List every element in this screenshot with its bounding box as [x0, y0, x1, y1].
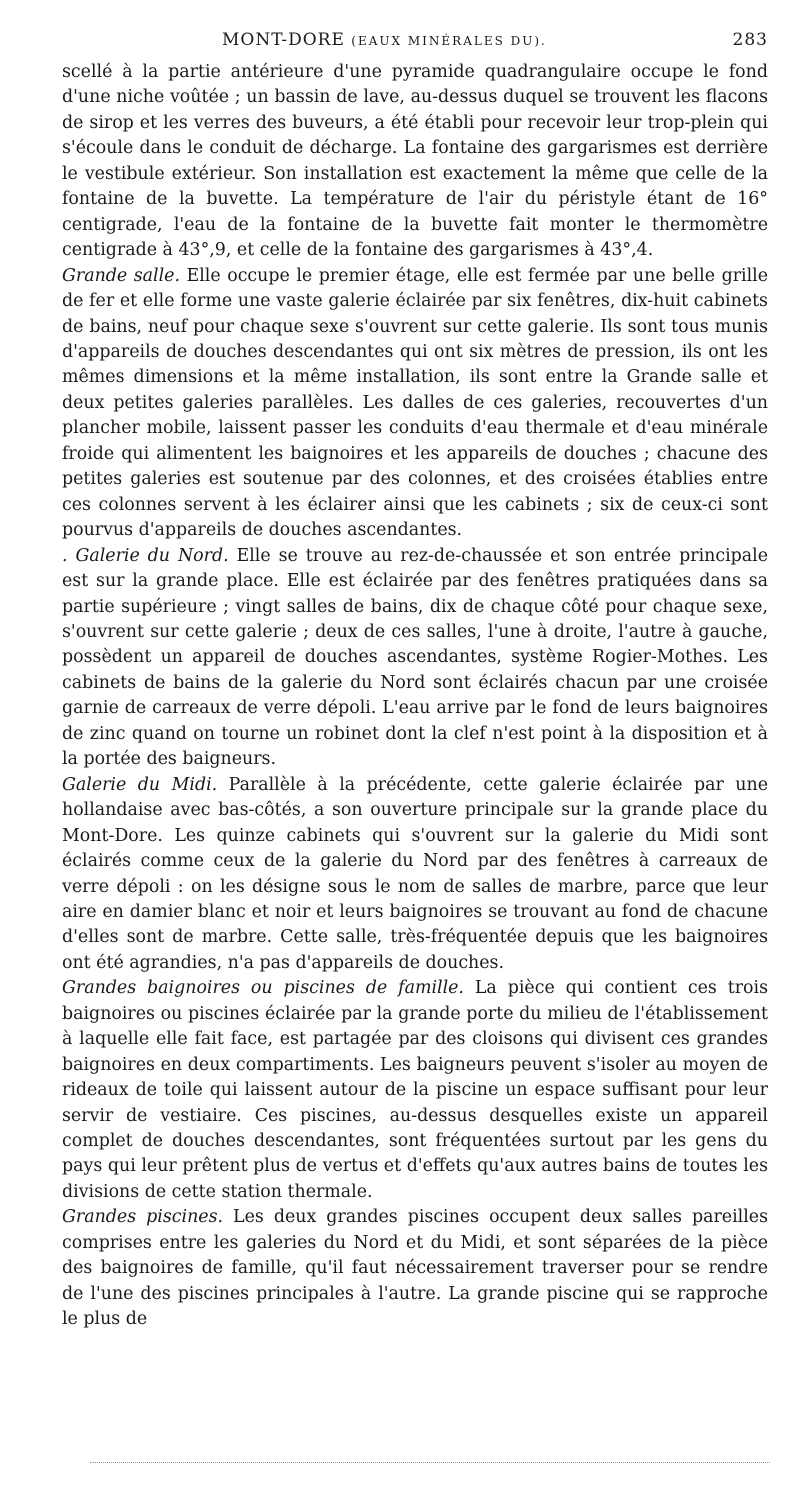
body-text — [62, 60, 768, 1333]
paragraph-text: Elle occupe le premier étage, elle est fermée par une belle grille de fer et elle forme une vaste galerie éclairée par six fenêtres, dix-huit cabinets de bains, neuf pour chaque sexe s'ouvrent sur cette galerie. Ils sont tous munis d'appareils de douches descendantes qui ont six mètres de pression, ils ont les mêmes dimensions et la même installation, ils sont entre la Grande salle et deux petites galeries parallèles. Les dalles de ces galeries, recouvertes d'un plancher mobile, laissent passer les conduits d'eau thermale et d'eau minérale froide qui alimentent les baignoires et les appareils de douches ; chacune des petites galeries est soutenue par des colonnes, et des croisées établies entre ces colonnes servent à les éclairer ainsi que les cabinets ; six de ceux-ci sont pourvus d'appareils de douches ascendantes. — [62, 265, 768, 541]
paragraph — [62, 544, 768, 773]
paragraph-text: Elle se trouve au rez-de-chaussée et son entrée principale est sur la grande place. Elle est éclairée par des fenêtres pratiquées dans sa partie supérieure ; vingt salles de bains, dix de chaque côté pour chaque sexe, s'ouvrent sur cette galerie ; deux de ces salles, l'une à droite, l'autre à gauche, possèdent un appareil de douches ascendantes, système Rogier-Mothes. Les cabinets de bains de la galerie du Nord sont éclairés chacun par une croisée garnie de carreaux de verre dépoli. L'eau arrive par le fond de leurs baignoires de zinc quand on tourne un robinet dont la clef n'est point à la disposition et à la portée des baigneurs. — [62, 545, 768, 770]
page-number: 283 — [732, 30, 768, 50]
paragraph-lead: Grandes piscines. — [62, 1207, 224, 1228]
paragraph-text: scellé à la partie antérieure d'une pyramide quadrangulaire occupe le fond d'une niche voûtée ; un bassin de lave, au-dessus duquel se trouvent les flacons de sirop et les verres des buveurs, a été établi pour recevoir leur trop-plein qui s'écoule dans le conduit de décharge. La fontaine des gargarismes est derrière le vestibule extérieur. Son installation est exactement la même que celle de la fontaine de la buvette. La température de l'air du péristyle étant de 16° centigrade, l'eau de la fontaine de la buvette fait monter le thermomètre centigrade à 43°,9, et celle de la fontaine des gargarismes à 43°,4. — [62, 62, 768, 261]
running-header — [62, 30, 768, 60]
paragraph-text: Les deux grandes piscines occupent deux salles pareilles comprises entre les galeries du Nord et du Midi, et sont séparées de la pièce des baignoires de famille, qu'il faut nécessairement traverser pour se rendre de l'une des piscines principales à l'autre. La grande piscine qui se rapproche le plus de — [62, 1207, 768, 1330]
paragraph-lead: Grande salle. — [62, 265, 180, 286]
paragraph-lead: Galerie du Midi. — [62, 774, 218, 795]
running-title — [222, 30, 547, 50]
paragraph-lead: . Galerie du Nord. — [62, 545, 229, 566]
bottom-rule — [90, 1462, 770, 1463]
paragraph — [62, 773, 768, 977]
paragraph — [62, 1205, 768, 1332]
running-title-sub: (EAUX MINÉRALES DU). — [351, 34, 547, 48]
page — [62, 30, 768, 1333]
paragraph-lead: Grandes baignoires ou piscines de famille. — [62, 978, 464, 999]
paragraph — [62, 976, 768, 1205]
paragraph-text: La pièce qui contient ces trois baignoires ou piscines éclairée par la grande porte du milieu de l'établissement à laquelle elle fait face, est partagée par des cloisons qui divisent ces grandes baignoires en deux compartiments. Les baigneurs peuvent s'isoler au moyen de rideaux de toile qui laissent autour de la piscine un espace suffisant pour leur servir de vestiaire. Ces piscines, au-dessus desquelles existe un appareil complet de douches descendantes, sont fréquentées surtout par les gens du pays qui leur prêtent plus de vertus et d'effets qu'aux autres bains de toutes les divisions de cette station thermale. — [62, 978, 769, 1202]
running-title-main: MONT-DORE — [222, 30, 345, 50]
paragraph — [62, 60, 768, 264]
paragraph — [62, 264, 768, 544]
paragraph-text: Parallèle à la précédente, cette galerie éclairée par une hollandaise avec bas-côtés, a son ouverture principale sur la grande place du Mont-Dore. Les quinze cabinets qui s'ouvrent sur la galerie du Midi sont éclairés comme ceux de la galerie du Nord par des fenêtres à carreaux de verre dépoli : on les désigne sous le nom de salles de marbre, parce que leur aire en damier blanc et noir et leurs baignoires se trouvant au fond de chacune d'elles sont de marbre. Cette salle, très-fréquentée depuis que les baignoires ont été agrandies, n'a pas d'appareils de douches. — [62, 774, 768, 973]
